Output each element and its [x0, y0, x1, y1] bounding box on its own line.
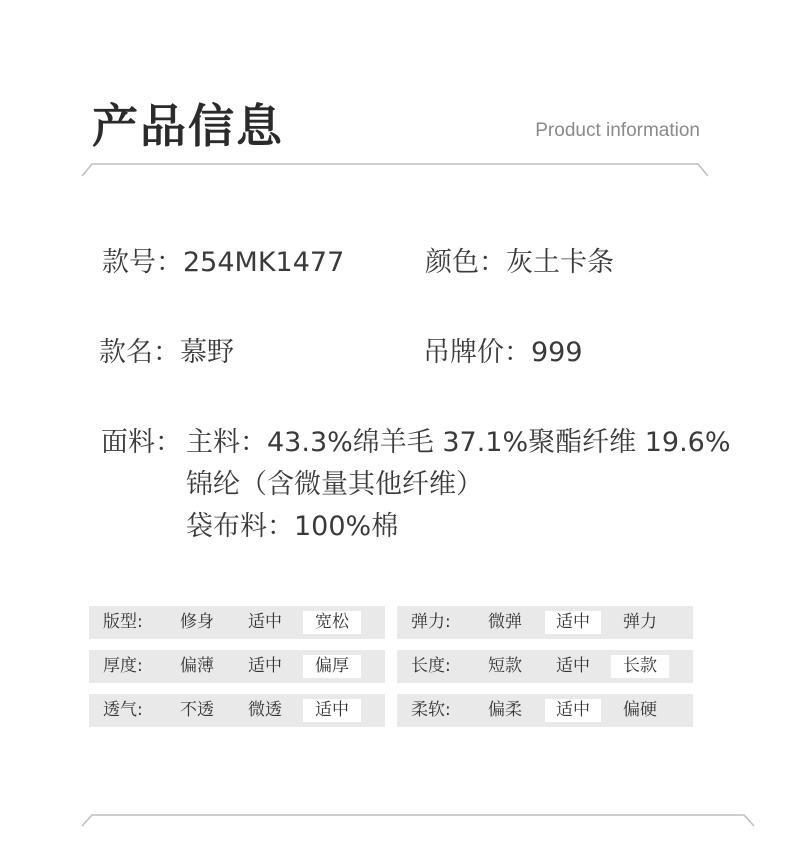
tag-price-label: 吊牌价：: [423, 337, 531, 368]
page-subtitle: Product information: [535, 120, 700, 141]
attribute-row-fit: [89, 606, 385, 639]
fabric-line-3: 袋布料：100%棉: [186, 511, 399, 542]
attribute-option: 偏厚: [303, 655, 361, 678]
attribute-option: 适中: [545, 611, 601, 634]
attribute-label: 长度:: [411, 656, 451, 676]
style-number-value: 254MK1477: [183, 247, 345, 278]
attribute-row-elasticity: [397, 606, 693, 639]
style-name-label: 款名：: [99, 337, 180, 368]
color-value: 灰土卡条: [506, 247, 614, 278]
attribute-label: 厚度:: [103, 656, 143, 676]
style-name: [99, 330, 234, 369]
bottom-divider: [0, 808, 790, 828]
attribute-table: [89, 606, 693, 727]
attribute-option: 偏薄: [180, 656, 214, 676]
attribute-label: 弹力:: [411, 612, 451, 632]
attribute-option: 不透: [180, 700, 214, 720]
attribute-row-breathability: [89, 694, 385, 727]
attribute-option: 偏硬: [623, 700, 657, 720]
attribute-label: 透气:: [103, 700, 143, 720]
attribute-option: 长款: [611, 655, 669, 678]
tag-price-value: 999: [531, 337, 583, 368]
fabric-line-2: 锦纶（含微量其他纤维）: [186, 469, 483, 500]
attribute-option: 适中: [556, 656, 590, 676]
attribute-option: 偏柔: [488, 700, 522, 720]
tag-price: [423, 330, 583, 369]
style-name-value: 慕野: [180, 337, 234, 368]
color-label: 颜色：: [425, 247, 506, 278]
attribute-option: 适中: [545, 699, 601, 722]
attribute-row-softness: [397, 694, 693, 727]
attribute-option: 宽松: [303, 611, 361, 634]
attribute-label: 版型:: [103, 612, 143, 632]
attribute-option: 适中: [248, 656, 282, 676]
attribute-option: 微弹: [488, 612, 522, 632]
attribute-option: 弹力: [623, 612, 657, 632]
style-number-label: 款号：: [102, 247, 183, 278]
attribute-option: 短款: [488, 656, 522, 676]
attribute-option: 微透: [248, 700, 282, 720]
page-title: 产品信息: [92, 99, 284, 153]
attribute-row-thickness: [89, 650, 385, 683]
attribute-option: 适中: [248, 612, 282, 632]
attribute-label: 柔软:: [411, 700, 451, 720]
fabric-line-1: 主料：43.3%绵羊毛 37.1%聚酯纤维 19.6%: [186, 427, 731, 458]
attribute-row-length: [397, 650, 693, 683]
fabric-label: 面料：: [101, 427, 182, 458]
style-number: [102, 240, 344, 279]
attribute-option: 适中: [303, 699, 361, 722]
attribute-option: 修身: [180, 612, 214, 632]
color-info: [425, 240, 614, 279]
top-divider: [0, 158, 790, 178]
